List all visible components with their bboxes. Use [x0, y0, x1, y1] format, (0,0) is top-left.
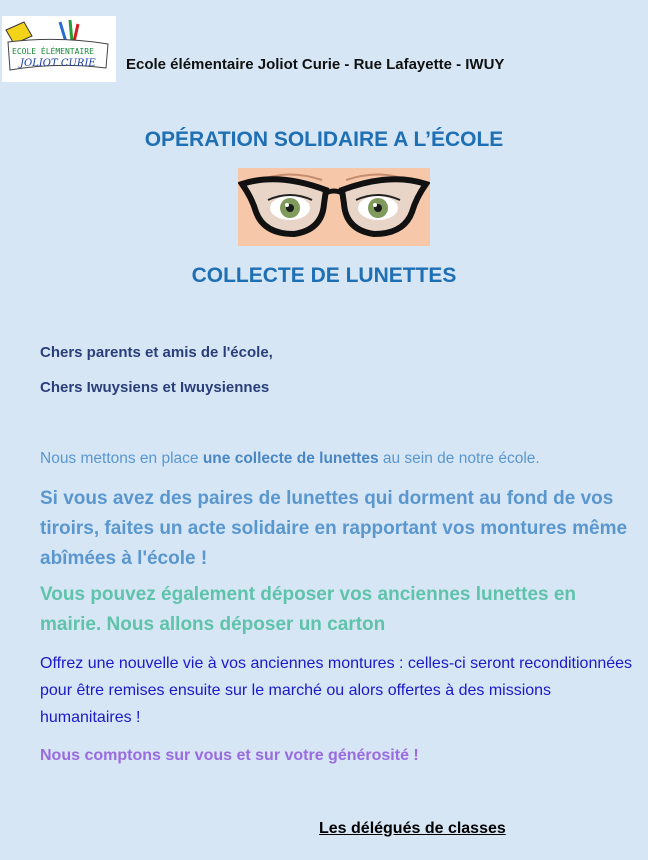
header: [0, 14, 648, 82]
paragraph-collection-highlight: une collecte de lunettes: [202, 450, 379, 467]
school-name: Ecole élémentaire Joliot Curie - Rue Lafayette - IWUY: [126, 56, 505, 73]
logo-text-line1: ECOLE ÉLÉMENTAIRE: [12, 47, 94, 56]
paragraph-collection-start: Nous mettons en place: [40, 450, 203, 467]
school-logo-icon: [2, 16, 116, 82]
signature: Les délégués de classes: [319, 820, 506, 837]
paragraph-count-on-you: Nous comptons sur vous et sur votre générosité !: [40, 747, 419, 764]
paragraph-new-life: Offrez une nouvelle vie à vos anciennes montures : celles-ci seront reconditionnées pour être remises ensuite sur le marché ou alors offertes à des missions humanitaires !: [40, 655, 633, 726]
greeting-line-2: Chers Iwuysiens et Iwuysiennes: [40, 379, 270, 396]
paragraph-collection: [40, 450, 640, 468]
greeting-line-1: Chers parents et amis de l'école,: [40, 344, 273, 361]
logo-text-line2: JOLIOT CURIE: [20, 58, 96, 69]
page-title: OPÉRATION SOLIDAIRE A L’ÉCOLE: [144, 128, 504, 151]
cat-eye-glasses-icon: [238, 168, 430, 246]
paragraph-drawers: Si vous avez des paires de lunettes qui dorment au fond de vos tiroirs, faites un acte solidaire en rapportant vos montures même abîmées à l'école !: [40, 488, 628, 569]
paragraph-collection-end: au sein de notre école.: [378, 450, 540, 467]
paragraph-town-hall: Vous pouvez également déposer vos anciennes lunettes en mairie. Nous allons déposer un carton: [40, 584, 577, 635]
subtitle: COLLECTE DE LUNETTES: [191, 264, 457, 287]
